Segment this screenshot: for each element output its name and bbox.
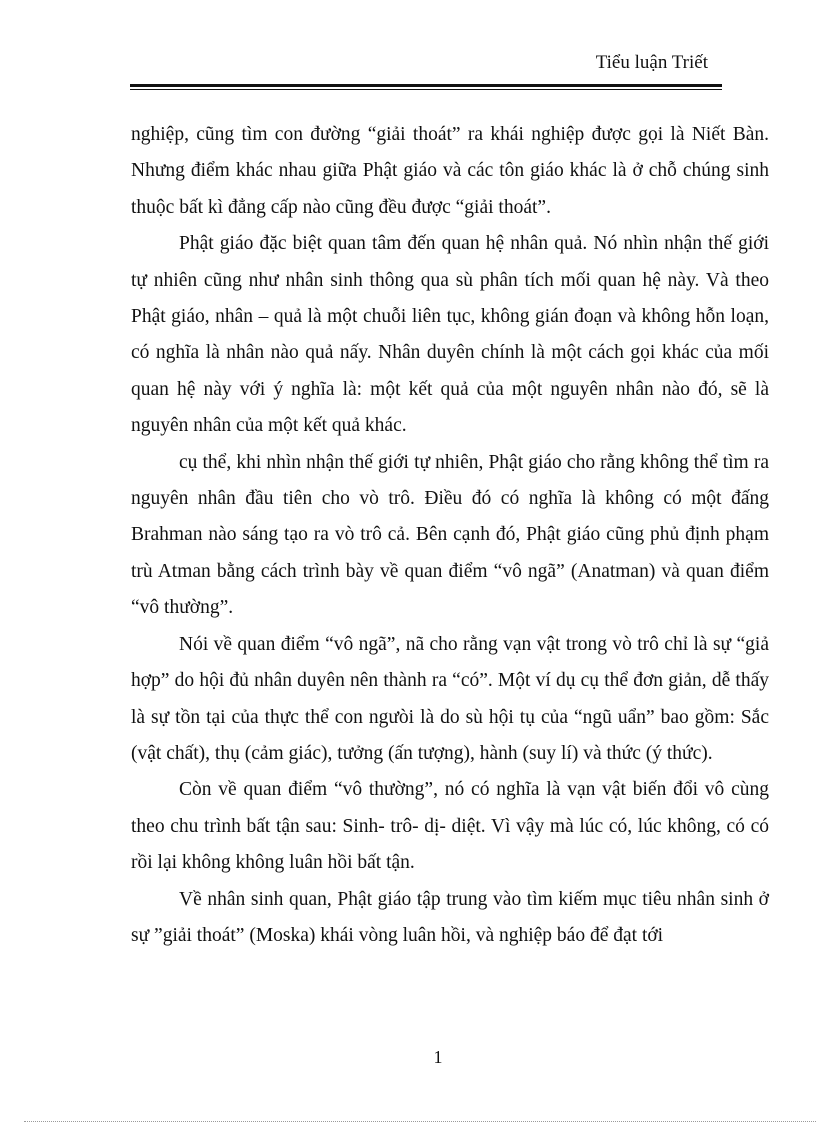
- paragraph: Còn về quan điểm “vô thường”, nó có nghĩa là vạn vật biến đổi vô cùng theo chu trình bất tận sau: Sinh- trô- dị- diệt. Vì vậy mà lúc có, lúc không, có có rồi lại không không luân hồi bất tận.: [131, 779, 769, 874]
- header-rule-thick: [130, 84, 722, 87]
- page-bottom-edge: [24, 1121, 816, 1122]
- paragraph: Về nhân sinh quan, Phật giáo tập trung vào tìm kiếm mục tiêu nhân sinh ở sự ”giải thoát” (Moska) khái vòng luân hồi, và nghiệp báo để đạt tới: [131, 888, 769, 946]
- running-header-title: Tiểu luận Triết: [595, 52, 708, 73]
- page-number: 1: [433, 1047, 443, 1067]
- document-body: [131, 117, 769, 954]
- paragraph: Phật giáo đặc biệt quan tâm đến quan hệ nhân quả. Nó nhìn nhận thế giới tự nhiên cũng như nhân sinh thông qua sù phân tích mối quan hệ này. Và theo Phật giáo, nhân – quả là một chuỗi liên tục, không gián đoạn và không hỗn loạn, có nghĩa là nhân nào quả nấy. Nhân duyên chính là một cách gọi khác của mối quan hệ này với ý nghĩa là: một kết quả của một nguyên nhân nào đó, sẽ là nguyên nhân của một kết quả khác.: [131, 233, 769, 437]
- header-rule-thin: [130, 89, 722, 90]
- paragraph: Nói về quan điểm “vô ngã”, nã cho rằng vạn vật trong vò trô chỉ là sự “giả hợp” do hội đủ nhân duyên nên thành ra “có”. Một ví dụ cụ thể đơn giản, dễ thấy là sự tồn tại của thực thể con ngưòi là do sù hội tụ của “ngũ uẩn” bao gồm: Sắc (vật chất), thụ (cảm giác), tưởng (ấn tượng), hành (suy lí) và thức (ý thức).: [131, 633, 769, 764]
- paragraph: cụ thể, khi nhìn nhận thế giới tự nhiên, Phật giáo cho rằng không thể tìm ra nguyên nhân đầu tiên cho vò trô. Điều đó có nghĩa là không có một đấng Brahman nào sáng tạo ra vò trô cả. Bên cạnh đó, Phật giáo cũng phủ định phạm trù Atman bằng cách trình bày về quan điểm “vô ngã” (Anatman) và quan điểm “vô thường”.: [131, 451, 769, 619]
- paragraph: nghiệp, cũng tìm con đường “giải thoát” ra khái nghiệp được gọi là Niết Bàn. Nhưng điểm khác nhau giữa Phật giáo và các tôn giáo khác là ở chỗ chúng sinh thuộc bất kì đẳng cấp nào cũng đều được “giải thoát”.: [131, 124, 769, 218]
